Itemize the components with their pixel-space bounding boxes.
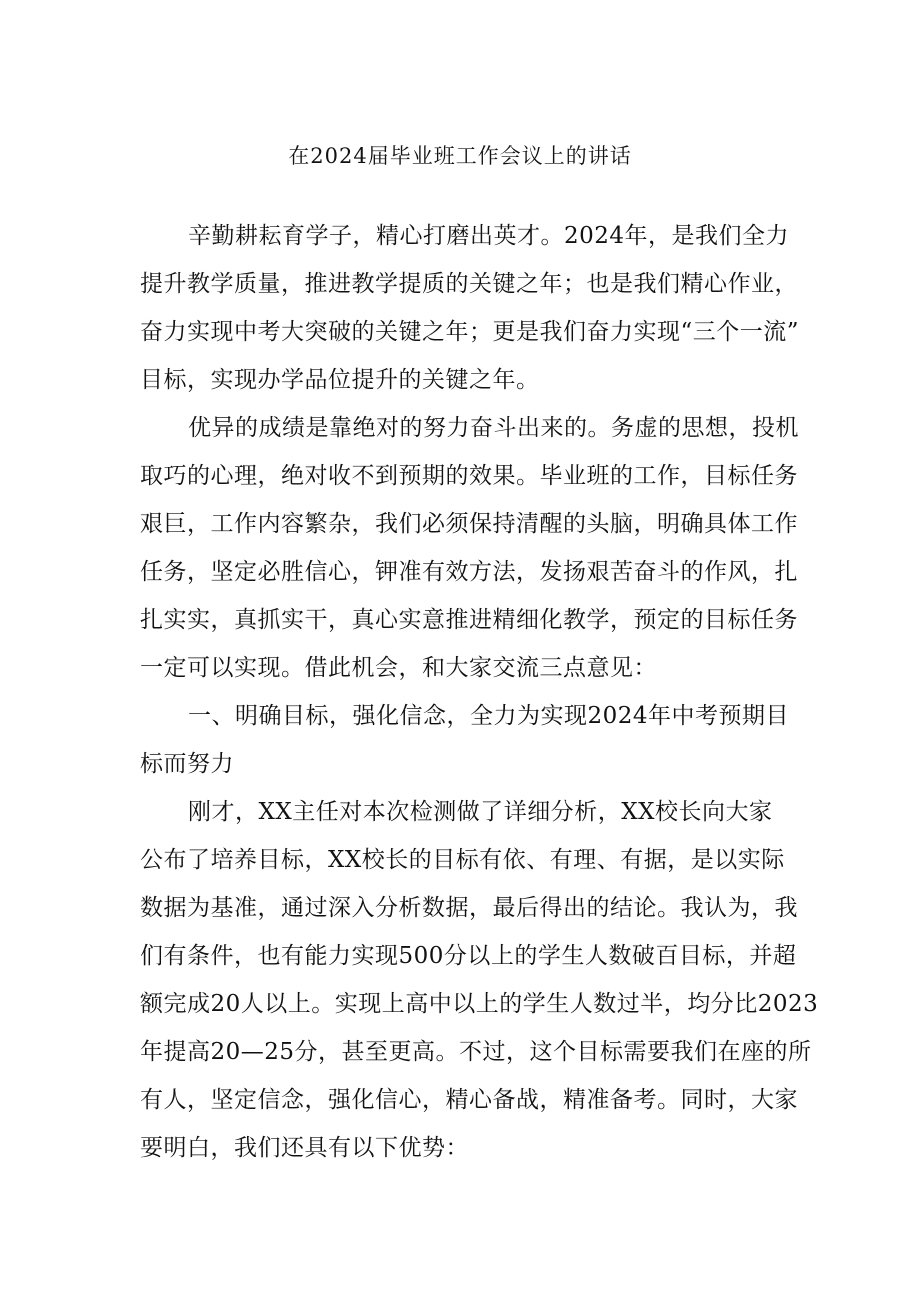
- paragraph-2-line-6: 一定可以实现。借此机会，和大家交流三点意见：: [140, 655, 657, 681]
- paragraph-3-line-5: 额完成20人以上。实现上高中以上的学生人数过半，均分比2023: [140, 991, 819, 1017]
- paragraph-3-line-8: 要明白，我们还具有以下优势：: [140, 1135, 469, 1161]
- paragraph-3-line-7: 有人，坚定信念，强化信心，精心备战，精准备考。同时，大家: [140, 1087, 798, 1113]
- paragraph-2-line-4: 任务，坚定必胜信心，钾准有效方法，发扬艰苦奋斗的作风，扎: [140, 559, 798, 585]
- paragraph-2-line-5: 扎实实，真抓实干，真心实意推进精细化教学，预定的目标任务: [140, 607, 798, 633]
- paragraph-3-line-3: 数据为基准，通过深入分析数据，最后得出的结论。我认为，我: [140, 895, 798, 921]
- document-title: 在2024届毕业班工作会议上的讲话: [288, 144, 632, 168]
- paragraph-3-line-1: 刚才，XX主任对本次检测做了详细分析，XX校长向大家: [188, 799, 773, 825]
- paragraph-2-line-1: 优异的成绩是靠绝对的努力奋斗出来的。务虚的思想，投机: [188, 415, 799, 441]
- section-heading-1-line-1: 一、明确目标，强化信念，全力为实现2024年中考预期目: [188, 703, 790, 729]
- paragraph-1-line-3: 奋力实现中考大突破的关键之年；更是我们奋力实现“三个一流”: [140, 319, 800, 345]
- paragraph-3-line-6: 年提高20—25分，甚至更高。不过，这个目标需要我们在座的所: [140, 1039, 812, 1065]
- paragraph-1-line-1: 辛勤耕耘育学子，精心打磨出英才。2024年，是我们全力: [188, 223, 790, 249]
- paragraph-2-line-2: 取巧的心理，绝对收不到预期的效果。毕业班的工作，目标任务: [140, 463, 798, 489]
- paragraph-3-line-2: 公布了培养目标，XX校长的目标有依、有理、有据，是以实际: [140, 847, 785, 873]
- paragraph-3-line-4: 们有条件，也有能力实现500分以上的学生人数破百目标，并超: [140, 943, 797, 969]
- paragraph-1-line-4: 目标，实现办学品位提升的关键之年。: [140, 367, 540, 393]
- section-heading-1-line-2: 标而努力: [140, 751, 234, 777]
- paragraph-1-line-2: 提升教学质量，推进教学提质的关键之年；也是我们精心作业，: [140, 271, 798, 297]
- paragraph-2-line-3: 艰巨，工作内容繁杂，我们必须保持清醒的头脑，明确具体工作: [140, 511, 798, 537]
